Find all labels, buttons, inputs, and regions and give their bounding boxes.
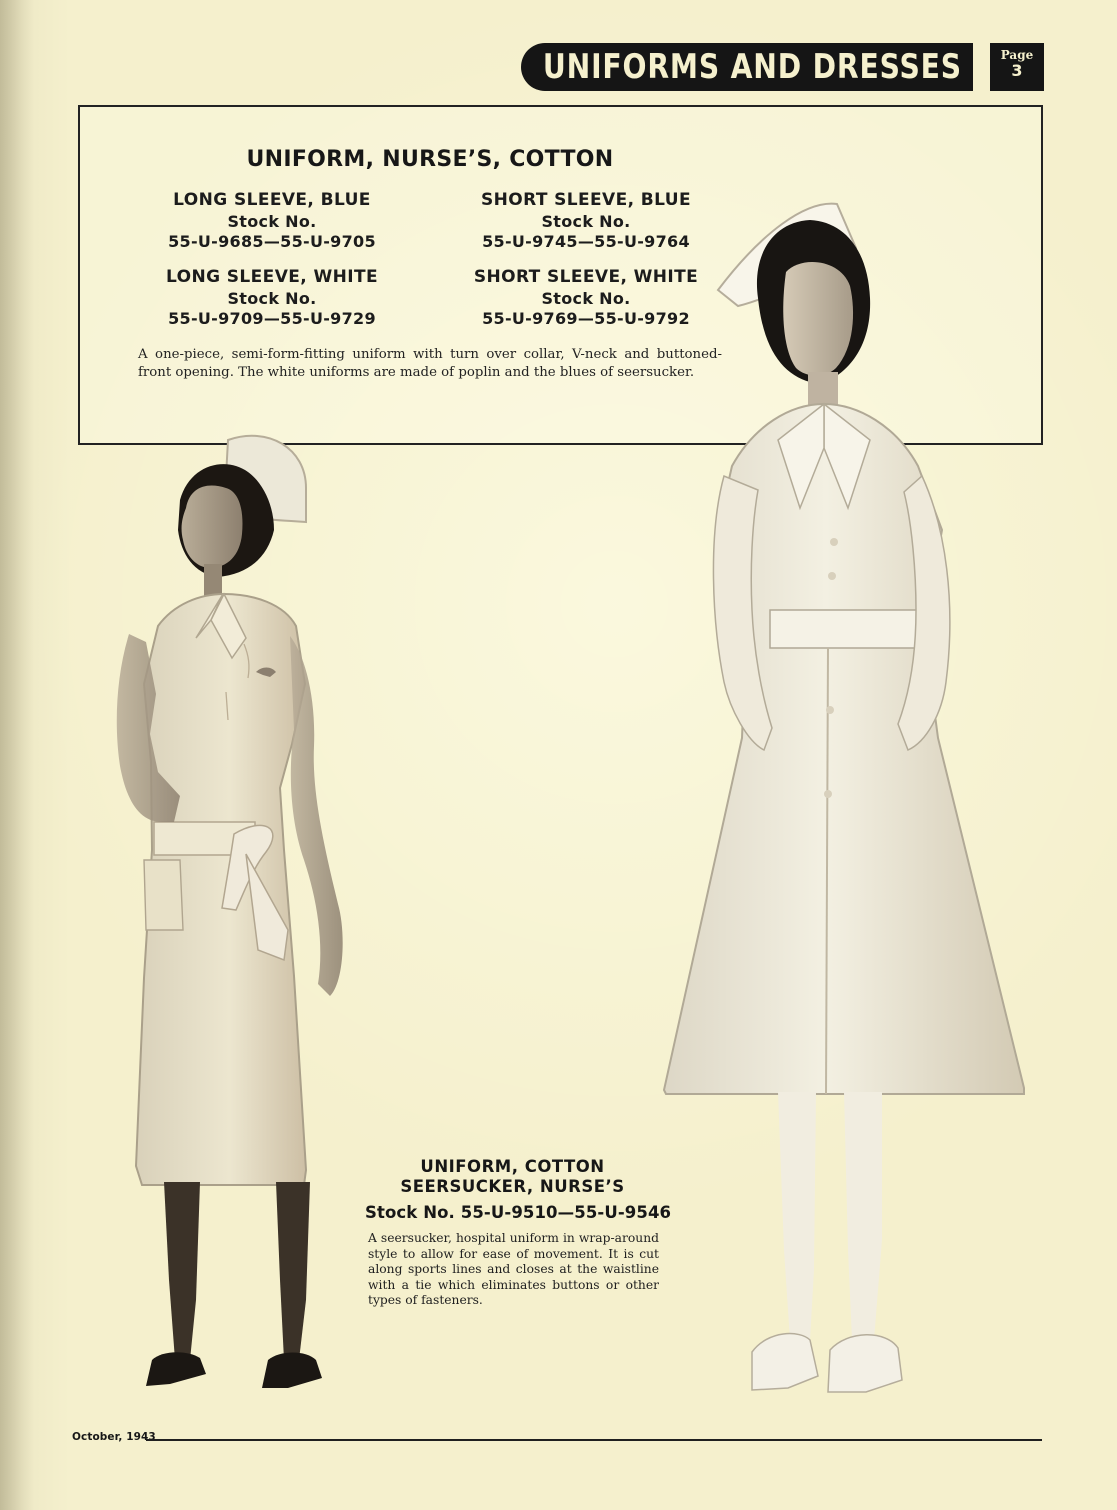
variant-long-sleeve-blue [137, 188, 407, 252]
variant-name: SHORT SLEEVE, BLUE [480, 190, 691, 210]
variant-long-sleeve-white [137, 265, 407, 329]
variant-stock-range: 55-U-9769—55-U-9792 [482, 309, 690, 328]
variant-stock-label: Stock No. [227, 212, 317, 231]
variant-name: LONG SLEEVE, BLUE [173, 190, 371, 210]
variant-name: LONG SLEEVE, WHITE [166, 267, 378, 287]
seersucker-uniform-stock-number: Stock No. 55-U-9510—55-U-9546 [365, 1203, 672, 1222]
footer-date: October, 1943 [72, 1431, 156, 1443]
nurse-uniform-photo [660, 190, 1080, 1420]
variant-stock-range: 55-U-9709—55-U-9729 [168, 309, 376, 328]
page-spine-shadow [0, 0, 34, 1510]
footer-rule [146, 1439, 1042, 1441]
nurse-uniform-description: A one-piece, semi-form-fitting uniform with turn over collar, V-neck and buttoned-front opening. The white uniforms are made of poplin and the blues of seersucker. [138, 347, 722, 380]
seersucker-uniform-title [360, 1157, 665, 1197]
seersucker-uniform-description: A seersucker, hospital uniform in wrap-around style to allow for ease of movement. It is cut along sports lines and closes at the waistline with a tie which eliminates buttons or other types of fasteners. [368, 1231, 659, 1308]
seersucker-uniform-title-line2: SEERSUCKER, NURSE’S [400, 1177, 625, 1196]
variant-stock-label: Stock No. [541, 289, 631, 308]
variant-stock-range: 55-U-9745—55-U-9764 [482, 232, 690, 251]
variant-stock-label: Stock No. [541, 212, 631, 231]
variant-stock-range: 55-U-9685—55-U-9705 [168, 232, 376, 251]
section-header [521, 43, 973, 91]
seersucker-uniform-title-line1: UNIFORM, COTTON [420, 1157, 605, 1176]
page-number: 3 [1011, 61, 1023, 80]
variant-name: SHORT SLEEVE, WHITE [473, 267, 699, 287]
seersucker-uniform-photo [108, 430, 398, 1430]
section-title: UNIFORMS AND DRESSES [542, 47, 962, 87]
page-number-tab [990, 43, 1044, 91]
page-label: Page [1000, 48, 1034, 62]
variant-stock-label: Stock No. [227, 289, 317, 308]
nurse-uniform-title: UNIFORM, NURSE’S, COTTON [246, 147, 614, 172]
